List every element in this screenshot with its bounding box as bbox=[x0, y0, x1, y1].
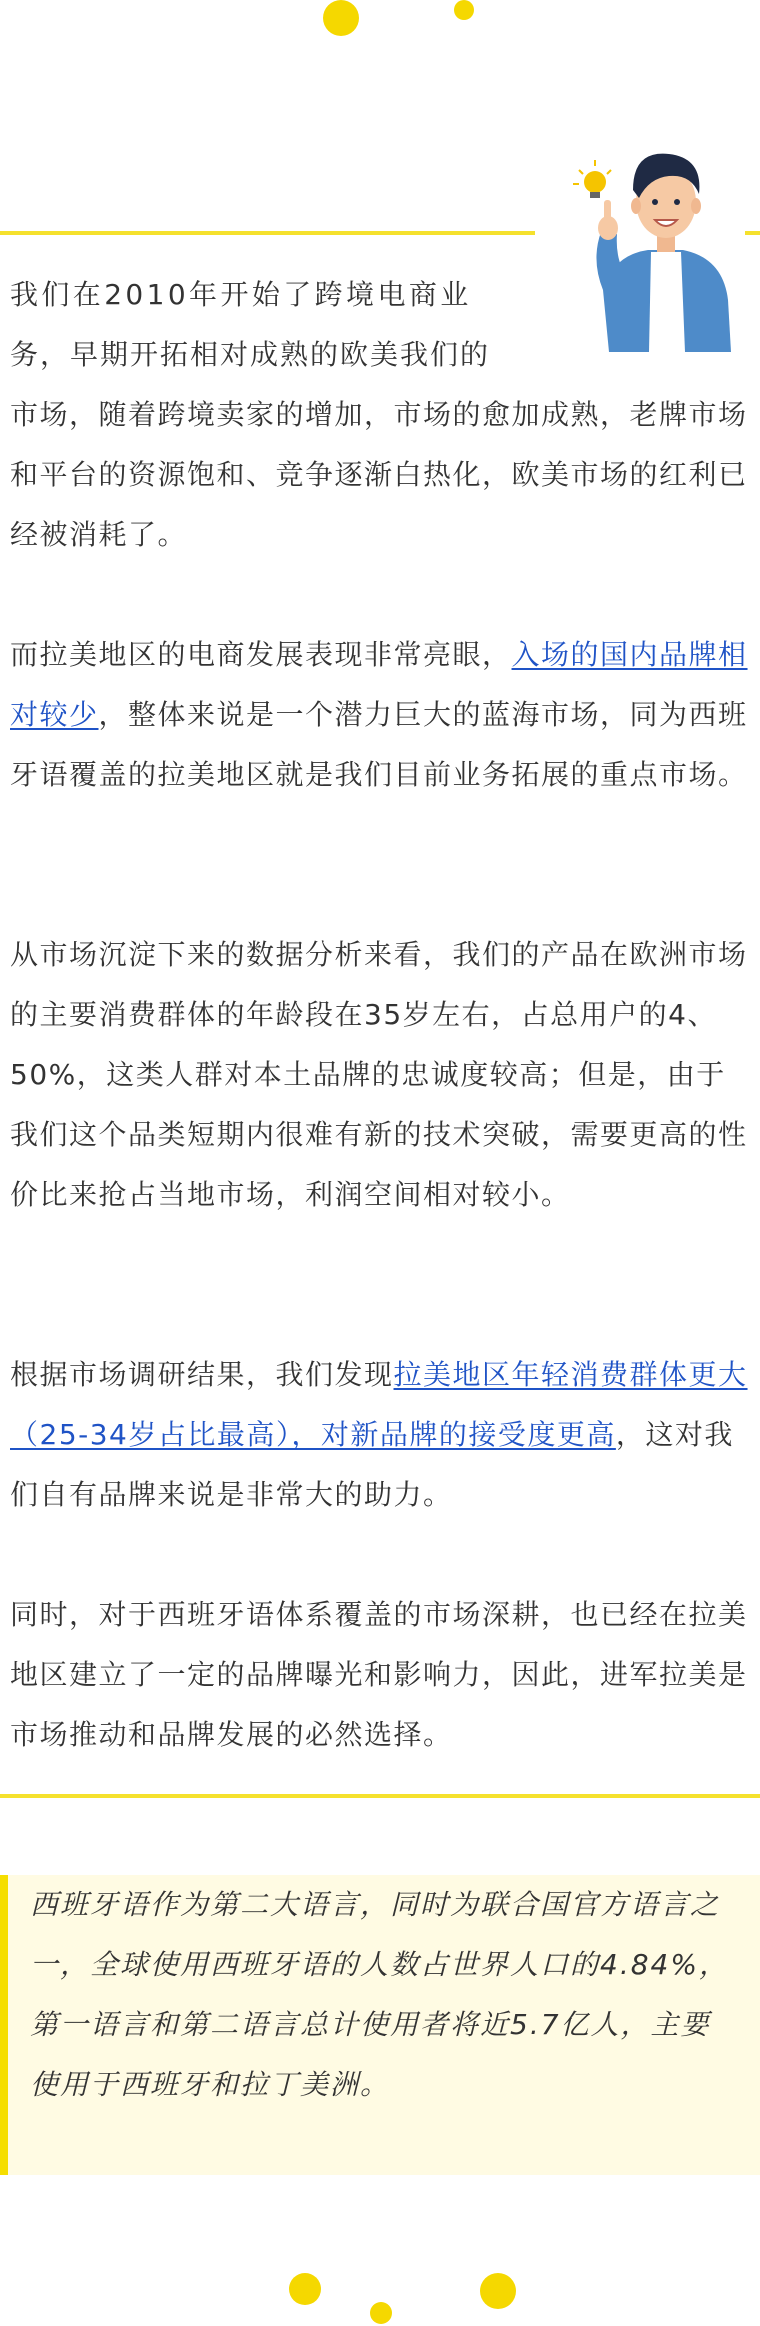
intro-paragraph-lead bbox=[10, 265, 530, 385]
data-analysis-paragraph: 从市场沉淀下来的数据分析来看，我们的产品在欧洲市场的主要消费群体的年龄段在35岁左右，占总用户的4、50%，这类人群对本土品牌的忠诚度较高；但是，由于我们这个品类短期内很难有新的技术突破，需要更高的性价比来抢占当地市场，利润空间相对较小。 bbox=[10, 938, 748, 1211]
decor-dot-bottom-mid bbox=[370, 2302, 392, 2324]
decor-dot-bottom-right bbox=[480, 2273, 516, 2309]
decor-dot-bottom-left bbox=[289, 2273, 321, 2305]
market-research-paragraph bbox=[10, 1345, 750, 1525]
decor-dot-large bbox=[323, 0, 359, 36]
research-text-after: ，这对我们自有品牌来说是非常大的助力。 bbox=[10, 1418, 734, 1511]
intro-line-2: 务，早期开拓相对成熟的欧美我们的 bbox=[10, 338, 491, 371]
latam-text-after: ，整体来说是一个潜力巨大的蓝海市场，同为西班牙语覆盖的拉美地区就是我们目前业务拓展的重点市场。 bbox=[10, 698, 748, 791]
latam-text-before: 而拉美地区的电商发展表现非常亮眼， bbox=[10, 638, 512, 671]
few-domestic-brands-link[interactable]: 入场的国内品牌相对较少 bbox=[10, 638, 748, 731]
intro-paragraph-rest: 市场，随着跨境卖家的增加，市场的愈加成熟，老牌市场和平台的资源饱和、竞争逐渐白热化，欧美市场的红利已经被消耗了。 bbox=[10, 398, 748, 551]
thinking-man-with-lightbulb-icon bbox=[573, 140, 743, 352]
section-divider bbox=[0, 1794, 760, 1798]
top-divider bbox=[0, 231, 535, 235]
top-divider-right bbox=[745, 231, 760, 235]
intro-line-1: 我们在2010年开始了跨境电商业 bbox=[10, 278, 472, 311]
quote-text: 西班牙语作为第二大语言，同时为联合国官方语言之一，全球使用西班牙语的人数占世界人口的4.84%，第一语言和第二语言总计使用者将近5.7亿人，主要使用于西班牙和拉丁美洲。 bbox=[30, 1888, 729, 2101]
latam-paragraph bbox=[10, 625, 750, 805]
decor-dot-small bbox=[454, 0, 474, 20]
quote-accent-bar bbox=[0, 1875, 8, 2175]
spanish-language-quote bbox=[0, 1875, 760, 2175]
brand-expansion-paragraph: 同时，对于西班牙语体系覆盖的市场深耕，也已经在拉美地区建立了一定的品牌曝光和影响力，因此，进军拉美是市场推动和品牌发展的必然选择。 bbox=[10, 1598, 748, 1751]
research-text-before: 根据市场调研结果，我们发现 bbox=[10, 1358, 394, 1391]
young-consumers-link[interactable]: 拉美地区年轻消费群体更大（25-34岁占比最高），对新品牌的接受度更高 bbox=[10, 1358, 748, 1451]
